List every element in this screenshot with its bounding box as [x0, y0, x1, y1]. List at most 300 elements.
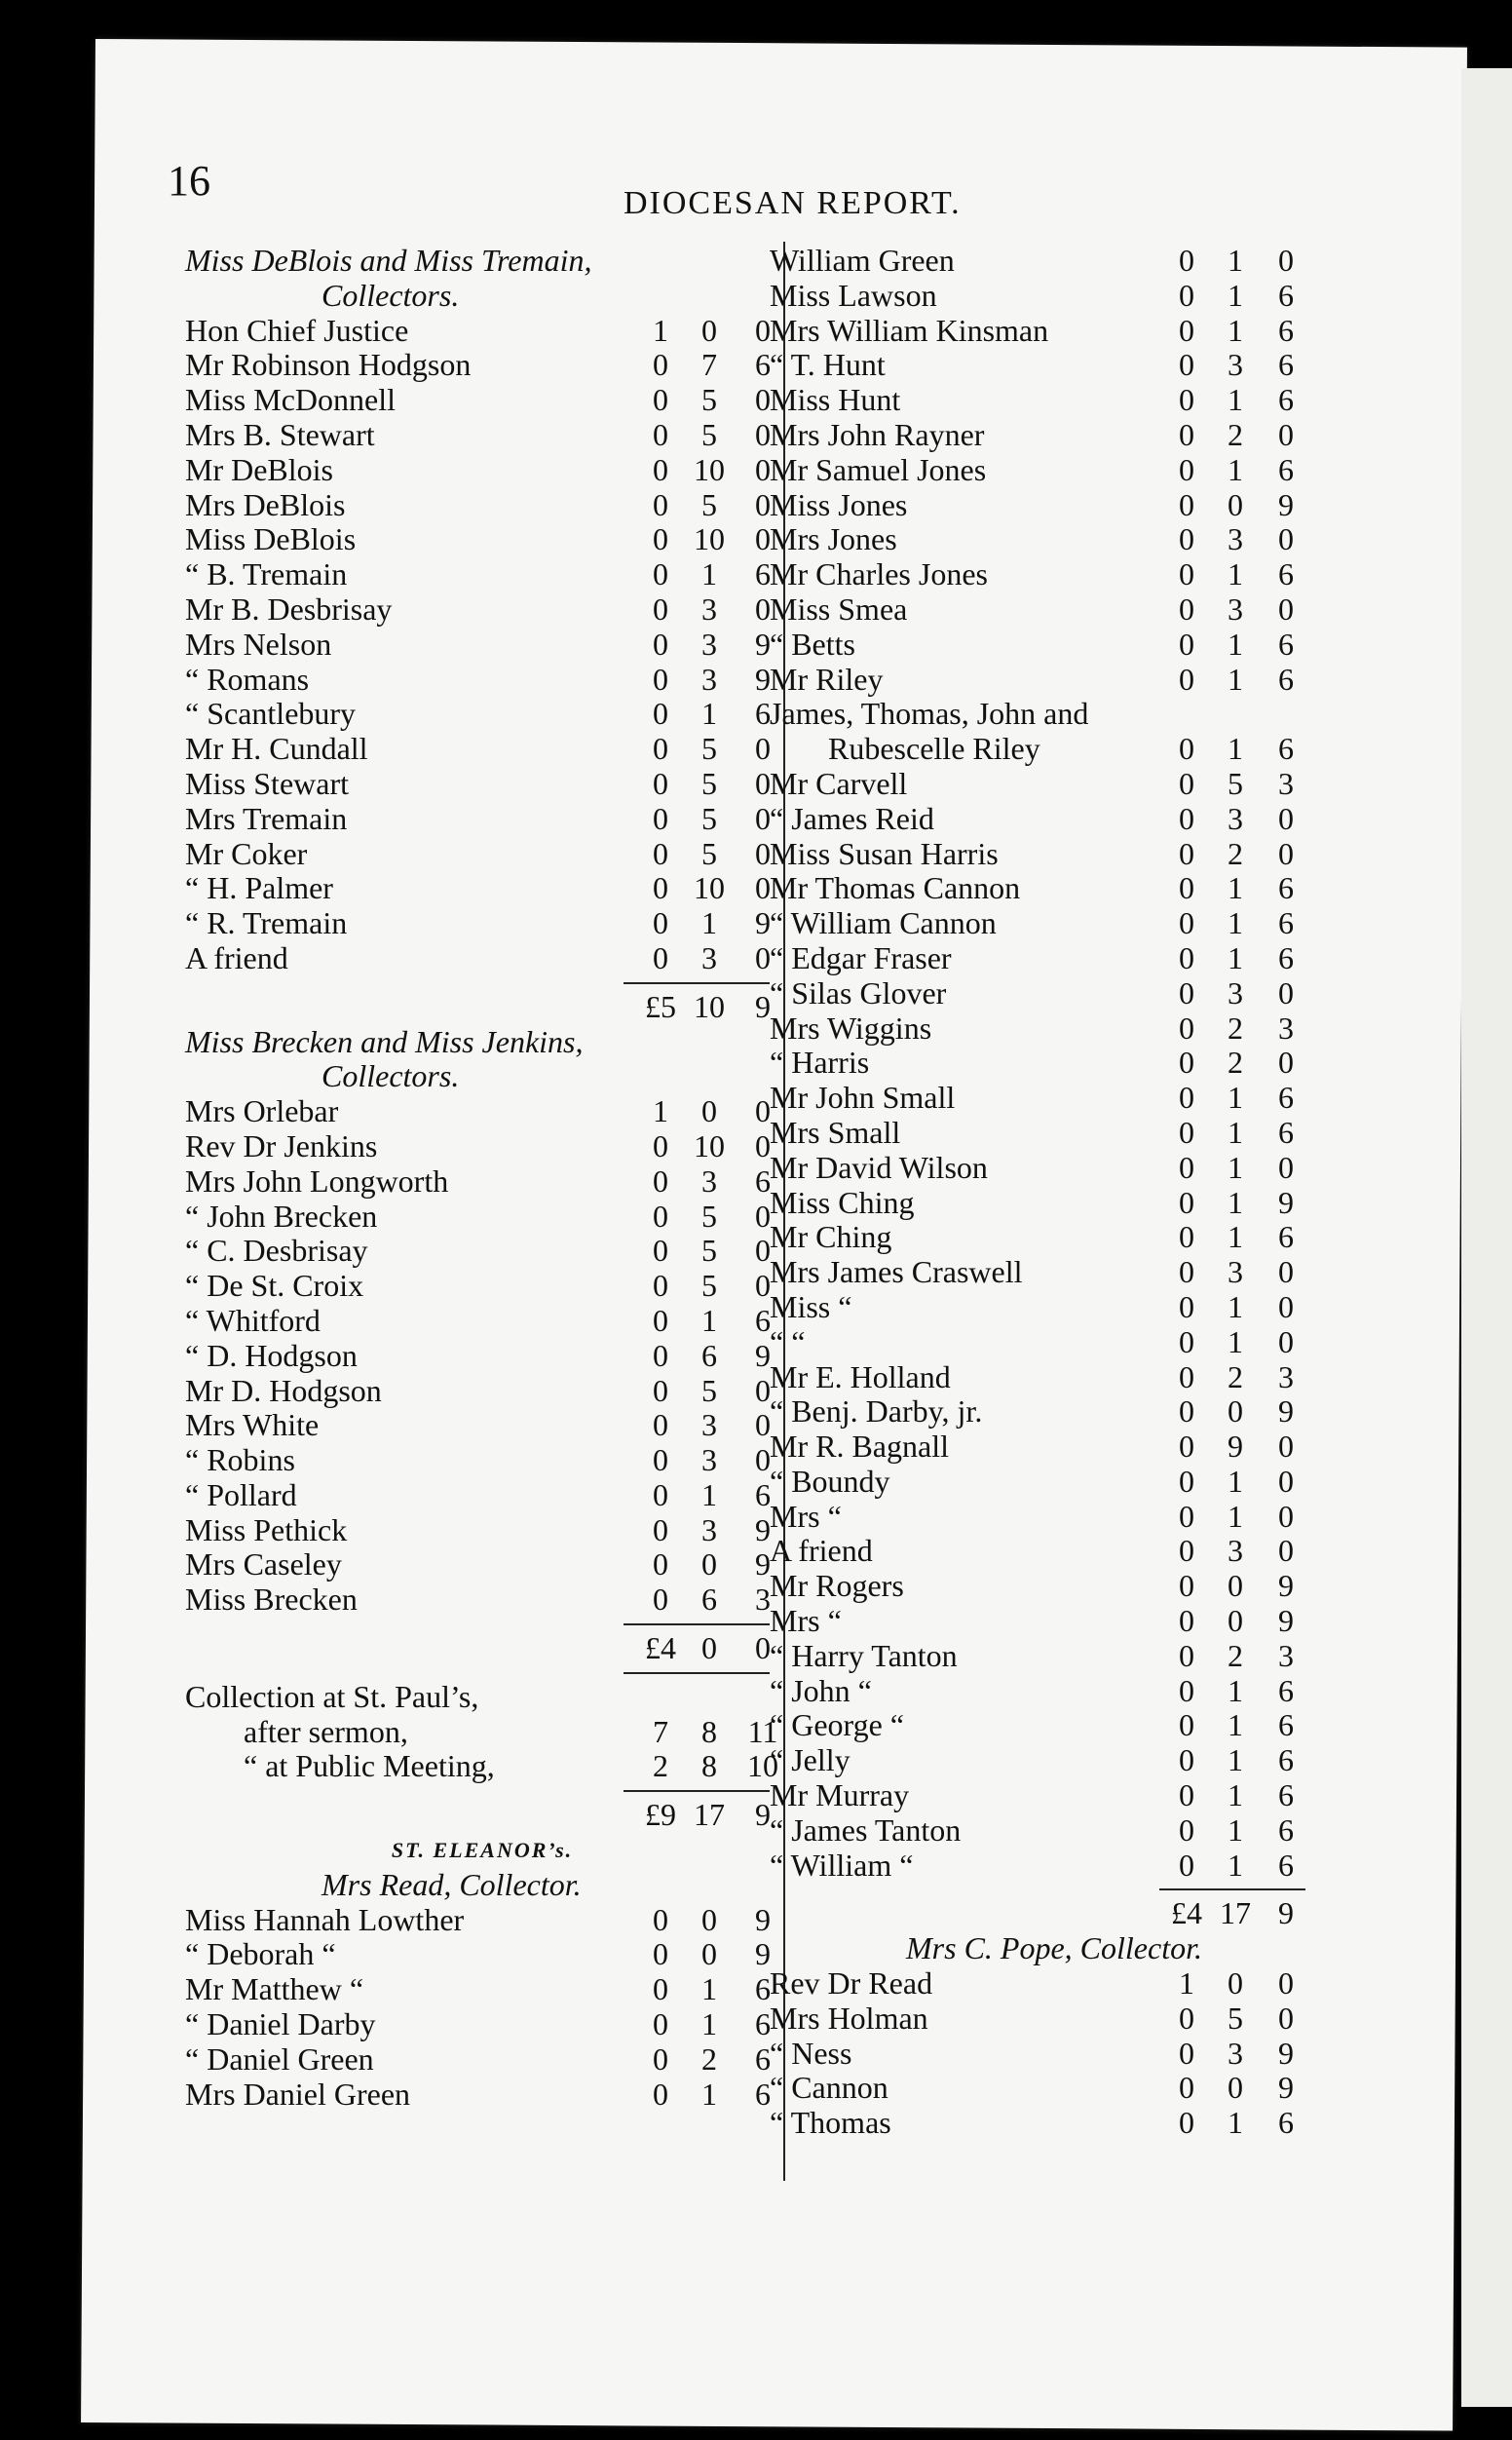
- pounds-value: 7: [653, 1713, 668, 1749]
- subscription-row: [185, 1680, 779, 1715]
- shillings-value: 1: [1228, 1672, 1243, 1708]
- subscription-row: [770, 1465, 1325, 1500]
- shillings-value: 1: [1228, 939, 1243, 975]
- subscriber-name: “ John Brecken: [185, 1198, 378, 1234]
- shillings-value: 3: [1228, 800, 1243, 836]
- pounds-value: 0: [653, 1582, 668, 1618]
- pounds-value: 0: [1179, 800, 1194, 836]
- subscriber-name: “ Harry Tanton: [770, 1637, 958, 1673]
- subscription-row: [185, 1547, 779, 1582]
- pence-value: 6: [1278, 731, 1294, 767]
- shillings-value: 0: [701, 1093, 717, 1129]
- subscription-row: [185, 732, 779, 767]
- shillings-value: 7: [701, 347, 717, 383]
- subscription-row: [185, 1715, 779, 1750]
- subscription-row: [770, 1604, 1325, 1639]
- shillings-value: 1: [1228, 2105, 1243, 2141]
- subscriber-name: Mr John Small: [770, 1080, 956, 1116]
- pence-value: 0: [1278, 416, 1294, 452]
- pounds-value: 0: [653, 1372, 668, 1408]
- subscriber-name: “ Edgar Fraser: [770, 939, 952, 975]
- subscription-row: [185, 1478, 779, 1513]
- subscriber-name: Mr Riley: [770, 661, 884, 697]
- pence-value: 0: [1278, 2000, 1294, 2036]
- subscriber-name: Mr DeBlois: [185, 451, 333, 487]
- pence-value: 6: [755, 2076, 771, 2112]
- pence-value: 0: [1278, 1533, 1294, 1569]
- shillings-value: 3: [1228, 591, 1243, 627]
- pounds-value: 0: [1179, 905, 1194, 941]
- shillings-value: 1: [1228, 277, 1243, 313]
- shillings-value: 1: [1228, 1114, 1243, 1150]
- sum-rule: [624, 982, 770, 984]
- pounds-value: 0: [1179, 2070, 1194, 2106]
- subscription-row: [185, 697, 779, 732]
- subscription-row: [770, 314, 1325, 349]
- subscriber-name: “ Daniel Green: [185, 2040, 374, 2077]
- subscription-row: [185, 941, 779, 976]
- subscription-row: [185, 1339, 779, 1374]
- pence-value: 9: [755, 1546, 771, 1582]
- subscriber-name: A friend: [770, 1533, 873, 1569]
- pounds-value: 0: [653, 591, 668, 627]
- shillings-value: 3: [1228, 521, 1243, 557]
- shillings-value: 0: [1228, 2070, 1243, 2106]
- pence-value: 0: [755, 486, 771, 522]
- pence-value: 6: [1278, 312, 1294, 348]
- subscription-row: [770, 1325, 1325, 1360]
- pounds-value: 0: [653, 626, 668, 662]
- shillings-value: 1: [1228, 626, 1243, 662]
- pounds-value: 0: [653, 800, 668, 836]
- pence-value: 0: [1278, 1323, 1294, 1359]
- pounds-value: 0: [653, 2076, 668, 2112]
- pounds-value: 0: [1179, 1533, 1194, 1569]
- pounds-value: 0: [653, 1476, 668, 1512]
- shillings-value: 5: [701, 382, 717, 418]
- subscriber-name: “ D. Hodgson: [185, 1337, 358, 1373]
- pence-value: 6: [755, 2006, 771, 2042]
- shillings-value: 5: [701, 1198, 717, 1234]
- subscription-row: [770, 348, 1325, 383]
- pounds-value: 0: [653, 870, 668, 906]
- shillings-value: 5: [701, 416, 717, 452]
- shillings-value: 1: [1228, 731, 1243, 767]
- subscription-row: [185, 453, 779, 488]
- shillings-value: 8: [701, 1748, 717, 1784]
- subscription-row: [770, 697, 1325, 732]
- subscription-row: [185, 1972, 779, 2007]
- pence-value: 6: [1278, 277, 1294, 313]
- pence-value: 0: [755, 731, 771, 767]
- collector-heading: Collectors.: [321, 1058, 460, 1094]
- subscription-row: [185, 348, 779, 383]
- subscription-row: [185, 767, 779, 802]
- shillings-value: 3: [701, 939, 717, 975]
- subscriber-name: Hon Chief Justice: [185, 312, 409, 348]
- shillings-value: 1: [701, 556, 717, 592]
- subscription-row: [770, 1813, 1325, 1849]
- pounds-value: 0: [1179, 1358, 1194, 1394]
- pounds-value: 0: [653, 486, 668, 522]
- pence-value: 0: [1278, 1288, 1294, 1324]
- subscription-row: [185, 802, 779, 837]
- subscriber-name: Miss Hunt: [770, 382, 901, 418]
- pence-value: 6: [1278, 1847, 1294, 1883]
- subscriber-name: Mrs Orlebar: [185, 1093, 339, 1129]
- subscriber-name: Mr Murray: [770, 1777, 910, 1813]
- shillings-value: 0: [701, 1901, 717, 1937]
- pence-value: 6: [1278, 661, 1294, 697]
- subscription-row: [185, 1200, 779, 1235]
- pence-value: 6: [1278, 1672, 1294, 1708]
- subscriber-name: “ Betts: [770, 626, 855, 662]
- facing-page-edge: [1461, 68, 1512, 2407]
- pounds-value: 0: [1179, 2035, 1194, 2071]
- pence-value: 0: [1278, 591, 1294, 627]
- subscriber-name: “ R. Tremain: [185, 905, 348, 941]
- subscriber-name: Mr Robinson Hodgson: [185, 347, 472, 383]
- subscriber-name: after sermon,: [244, 1713, 408, 1749]
- subscriber-name: “ T. Hunt: [770, 347, 886, 383]
- shillings-value: 17: [694, 1797, 725, 1833]
- subscriber-name: “ James Tanton: [770, 1811, 962, 1848]
- pounds-value: 0: [653, 1546, 668, 1582]
- pence-value: 0: [755, 1268, 771, 1304]
- running-title: DIOCESAN REPORT.: [624, 185, 962, 221]
- subscriber-name: Rubescelle Riley: [828, 731, 1040, 767]
- subscription-row: [770, 732, 1325, 767]
- pounds-value: 0: [1179, 277, 1194, 313]
- subscriber-name: “ Whitford: [185, 1302, 321, 1338]
- subscriber-name: Mrs Caseley: [185, 1546, 342, 1582]
- shillings-value: 0: [1228, 486, 1243, 522]
- shillings-value: 0: [701, 1546, 717, 1582]
- pence-value: 6: [755, 2040, 771, 2077]
- subscriber-name: Mr Rogers: [770, 1568, 904, 1604]
- shillings-value: 1: [1228, 1219, 1243, 1255]
- shillings-value: 1: [701, 2006, 717, 2042]
- pence-value: 6: [1278, 451, 1294, 487]
- pounds-value: 0: [1179, 1498, 1194, 1534]
- subscription-row: [770, 1849, 1325, 1884]
- subscriber-name: Mr Charles Jones: [770, 556, 988, 592]
- pounds-value: 0: [1179, 1568, 1194, 1604]
- subscriber-name: “ Benj. Darby, jr.: [770, 1393, 983, 1430]
- pounds-value: 0: [653, 382, 668, 418]
- pence-value: 3: [755, 1582, 771, 1618]
- subscription-row: [185, 488, 779, 523]
- subscription-row: [185, 383, 779, 418]
- subscription-row: [770, 1966, 1325, 2002]
- right-column: [770, 244, 1325, 2141]
- shillings-value: 3: [701, 1163, 717, 1199]
- shillings-value: 2: [1228, 1010, 1243, 1046]
- pence-value: 3: [1278, 765, 1294, 801]
- subscriber-name: “ at Public Meeting,: [244, 1748, 495, 1784]
- subscriber-name: Miss DeBlois: [185, 521, 357, 557]
- shillings-value: 0: [1228, 1603, 1243, 1639]
- subscriber-name: “ Ness: [770, 2035, 852, 2071]
- subscriber-name: Mrs “: [770, 1603, 842, 1639]
- pence-value: 0: [1278, 1429, 1294, 1465]
- pounds-value: 0: [653, 1198, 668, 1234]
- pence-value: 9: [755, 1337, 771, 1373]
- subscription-row: [185, 1513, 779, 1548]
- pence-value: 6: [1278, 626, 1294, 662]
- subscription-row: [185, 1903, 779, 1938]
- subscription-row: [770, 2106, 1325, 2141]
- subscriber-name: Mr R. Bagnall: [770, 1429, 949, 1465]
- shillings-value: 0: [701, 1630, 717, 1666]
- collector-heading: Collectors.: [321, 277, 460, 313]
- subscription-row: [185, 2007, 779, 2042]
- subscriber-name: Mr Samuel Jones: [770, 451, 987, 487]
- pounds-value: 0: [653, 1442, 668, 1478]
- shillings-value: 0: [1228, 1393, 1243, 1430]
- shillings-value: 1: [1228, 1323, 1243, 1359]
- shillings-value: 1: [1228, 905, 1243, 941]
- subscription-row: [770, 244, 1325, 279]
- pence-value: 0: [755, 800, 771, 836]
- left-column: [185, 244, 779, 2112]
- pounds-value: 0: [1179, 1080, 1194, 1116]
- pounds-value: 0: [653, 1337, 668, 1373]
- subscription-row: [770, 1394, 1325, 1430]
- pence-value: 6: [1278, 1742, 1294, 1778]
- pounds-value: 0: [1179, 1811, 1194, 1848]
- pence-value: 6: [1278, 2105, 1294, 2141]
- subscription-row: [770, 1186, 1325, 1221]
- shillings-value: 5: [701, 1233, 717, 1269]
- shillings-value: 3: [701, 1442, 717, 1478]
- subscriber-name: “ Pollard: [185, 1476, 297, 1512]
- subscriber-name: Miss Smea: [770, 591, 908, 627]
- subscription-row: [770, 453, 1325, 488]
- pence-value: 6: [1278, 1080, 1294, 1116]
- collector-heading: Miss Brecken and Miss Jenkins,: [185, 1023, 584, 1059]
- pounds-value: £9: [645, 1797, 676, 1833]
- subscription-row: [770, 1255, 1325, 1290]
- pounds-value: 0: [653, 939, 668, 975]
- sum-rule: [624, 1623, 770, 1625]
- subscription-row: [185, 1304, 779, 1339]
- pounds-value: 0: [1179, 835, 1194, 871]
- pounds-value: 0: [653, 1971, 668, 2007]
- shillings-value: 10: [694, 1127, 725, 1163]
- subscription-row: [185, 314, 779, 349]
- pounds-value: 0: [653, 2006, 668, 2042]
- subscriber-name: Mr Matthew “: [185, 1971, 364, 2007]
- pounds-value: 0: [653, 2040, 668, 2077]
- pence-value: 0: [755, 416, 771, 452]
- subscription-row: [770, 1290, 1325, 1325]
- subscription-row: [770, 1151, 1325, 1186]
- pence-value: 6: [1278, 347, 1294, 383]
- shillings-value: 1: [1228, 1847, 1243, 1883]
- shillings-value: 1: [1228, 556, 1243, 592]
- pence-value: 6: [755, 556, 771, 592]
- subscriber-name: Mrs Jones: [770, 521, 897, 557]
- pounds-value: 0: [653, 905, 668, 941]
- pence-value: 9: [1278, 2070, 1294, 2106]
- subscriber-name: Mrs White: [185, 1407, 320, 1443]
- shillings-value: 3: [1228, 2035, 1243, 2071]
- pounds-value: 0: [1179, 1777, 1194, 1813]
- shillings-value: 3: [701, 1511, 717, 1547]
- pence-value: 9: [1278, 1393, 1294, 1430]
- pounds-value: 0: [653, 1127, 668, 1163]
- shillings-value: 1: [701, 1302, 717, 1338]
- pence-value: 9: [755, 1797, 771, 1833]
- pence-value: 11: [747, 1713, 778, 1749]
- pounds-value: 0: [1179, 1114, 1194, 1150]
- subscriber-name: Miss Pethick: [185, 1511, 348, 1547]
- pence-value: 0: [755, 591, 771, 627]
- pounds-value: 0: [1179, 2105, 1194, 2141]
- subscriber-name: “ Silas Glover: [770, 974, 947, 1010]
- subscriber-name: “ C. Desbrisay: [185, 1233, 368, 1269]
- pence-value: 6: [1278, 905, 1294, 941]
- parish-heading: ST. ELEANOR’s.: [391, 1838, 574, 1863]
- subscription-row: [185, 990, 779, 1025]
- subscriber-name: “ Romans: [185, 661, 310, 697]
- pence-value: 9: [1278, 1895, 1294, 1931]
- pounds-value: 0: [1179, 731, 1194, 767]
- pence-value: 6: [755, 1476, 771, 1512]
- pounds-value: 0: [653, 347, 668, 383]
- subscription-row: [770, 1778, 1325, 1813]
- pence-value: 9: [755, 1511, 771, 1547]
- subscriber-name: Miss Stewart: [185, 765, 349, 801]
- subscriber-name: Mrs “: [770, 1498, 842, 1534]
- pounds-value: 0: [653, 1407, 668, 1443]
- subscriber-name: Mrs B. Stewart: [185, 416, 375, 452]
- shillings-value: 5: [701, 835, 717, 871]
- subscription-row: [770, 2002, 1325, 2037]
- subscription-row: [770, 1011, 1325, 1047]
- pounds-value: 0: [1179, 1463, 1194, 1499]
- shillings-value: 6: [701, 1337, 717, 1373]
- shillings-value: 1: [701, 696, 717, 732]
- shillings-value: 10: [694, 521, 725, 557]
- sum-rule: [624, 1790, 770, 1792]
- shillings-value: 3: [701, 661, 717, 697]
- subscription-row: [770, 1708, 1325, 1743]
- pence-value: 9: [755, 626, 771, 662]
- pence-value: 0: [1278, 1254, 1294, 1290]
- pence-value: 0: [1278, 835, 1294, 871]
- pence-value: 0: [1278, 800, 1294, 836]
- subscription-row: [770, 592, 1325, 628]
- pounds-value: 0: [653, 1233, 668, 1269]
- subscription-row: [770, 1046, 1325, 1081]
- subscriber-name: “ Jelly: [770, 1742, 850, 1778]
- pence-value: 0: [1278, 1045, 1294, 1081]
- pounds-value: 0: [1179, 1742, 1194, 1778]
- shillings-value: 2: [1228, 416, 1243, 452]
- subscription-row: [185, 1582, 779, 1618]
- subscriber-name: Mrs William Kinsman: [770, 312, 1049, 348]
- pence-value: 6: [1278, 939, 1294, 975]
- pounds-value: 0: [1179, 1010, 1194, 1046]
- sum-rule: [1159, 1888, 1305, 1890]
- shillings-value: 1: [701, 1476, 717, 1512]
- subscriber-name: “ B. Tremain: [185, 556, 348, 592]
- subscriber-name: “ Harris: [770, 1045, 870, 1081]
- shillings-value: 6: [701, 1582, 717, 1618]
- subscriber-name: Miss Jones: [770, 486, 908, 522]
- pounds-value: 1: [653, 1093, 668, 1129]
- shillings-value: 0: [701, 1936, 717, 1972]
- pounds-value: 0: [1179, 1219, 1194, 1255]
- subscription-row: [770, 1360, 1325, 1395]
- subscriber-name: “ Deborah “: [185, 1936, 336, 1972]
- pence-value: 3: [1278, 1010, 1294, 1046]
- pence-value: 0: [755, 1442, 771, 1478]
- subscriber-name: William Green: [770, 243, 955, 278]
- pounds-value: 0: [653, 696, 668, 732]
- subscription-row: [770, 1116, 1325, 1151]
- subscriber-name: “ H. Palmer: [185, 870, 333, 906]
- pounds-value: 0: [1179, 765, 1194, 801]
- shillings-value: 3: [1228, 974, 1243, 1010]
- subscription-row: [185, 871, 779, 906]
- subscriber-name: A friend: [185, 939, 288, 975]
- subscription-row: [185, 2078, 779, 2113]
- pence-value: 6: [1278, 382, 1294, 418]
- pounds-value: 0: [653, 765, 668, 801]
- pounds-value: 1: [1179, 1965, 1194, 2002]
- subscription-row: [770, 941, 1325, 976]
- pounds-value: 0: [1179, 1254, 1194, 1290]
- pounds-value: 0: [653, 1936, 668, 1972]
- shillings-value: 1: [1228, 1498, 1243, 1534]
- pence-value: 0: [755, 1198, 771, 1234]
- pence-value: 9: [755, 988, 771, 1024]
- pence-value: 6: [755, 1163, 771, 1199]
- pence-value: 0: [755, 1233, 771, 1269]
- pence-value: 0: [755, 1407, 771, 1443]
- page-number: 16: [168, 157, 210, 205]
- shillings-value: 17: [1220, 1895, 1251, 1931]
- pence-value: 3: [1278, 1637, 1294, 1673]
- subscription-row: [185, 592, 779, 628]
- shillings-value: 0: [1228, 1568, 1243, 1604]
- subscriber-name: Mr Thomas Cannon: [770, 870, 1021, 906]
- shillings-value: 1: [1228, 1742, 1243, 1778]
- shillings-value: 5: [701, 1372, 717, 1408]
- pounds-value: £4: [645, 1630, 676, 1666]
- subscriber-name: Mr D. Hodgson: [185, 1372, 382, 1408]
- subscription-row: [770, 663, 1325, 698]
- pounds-value: 0: [653, 835, 668, 871]
- pence-value: 0: [755, 1372, 771, 1408]
- pence-value: 0: [755, 521, 771, 557]
- subscriber-name: Collection at St. Paul’s,: [185, 1678, 479, 1714]
- pence-value: 6: [1278, 1811, 1294, 1848]
- subscription-row: [770, 767, 1325, 802]
- shillings-value: 1: [1228, 870, 1243, 906]
- shillings-value: 1: [1228, 1811, 1243, 1848]
- pence-value: 0: [1278, 1149, 1294, 1185]
- pence-value: 6: [1278, 1777, 1294, 1813]
- pounds-value: 0: [1179, 974, 1194, 1010]
- subscriber-name: Mr H. Cundall: [185, 731, 368, 767]
- shillings-value: 2: [1228, 1045, 1243, 1081]
- pence-value: 6: [1278, 870, 1294, 906]
- pounds-value: 0: [653, 1163, 668, 1199]
